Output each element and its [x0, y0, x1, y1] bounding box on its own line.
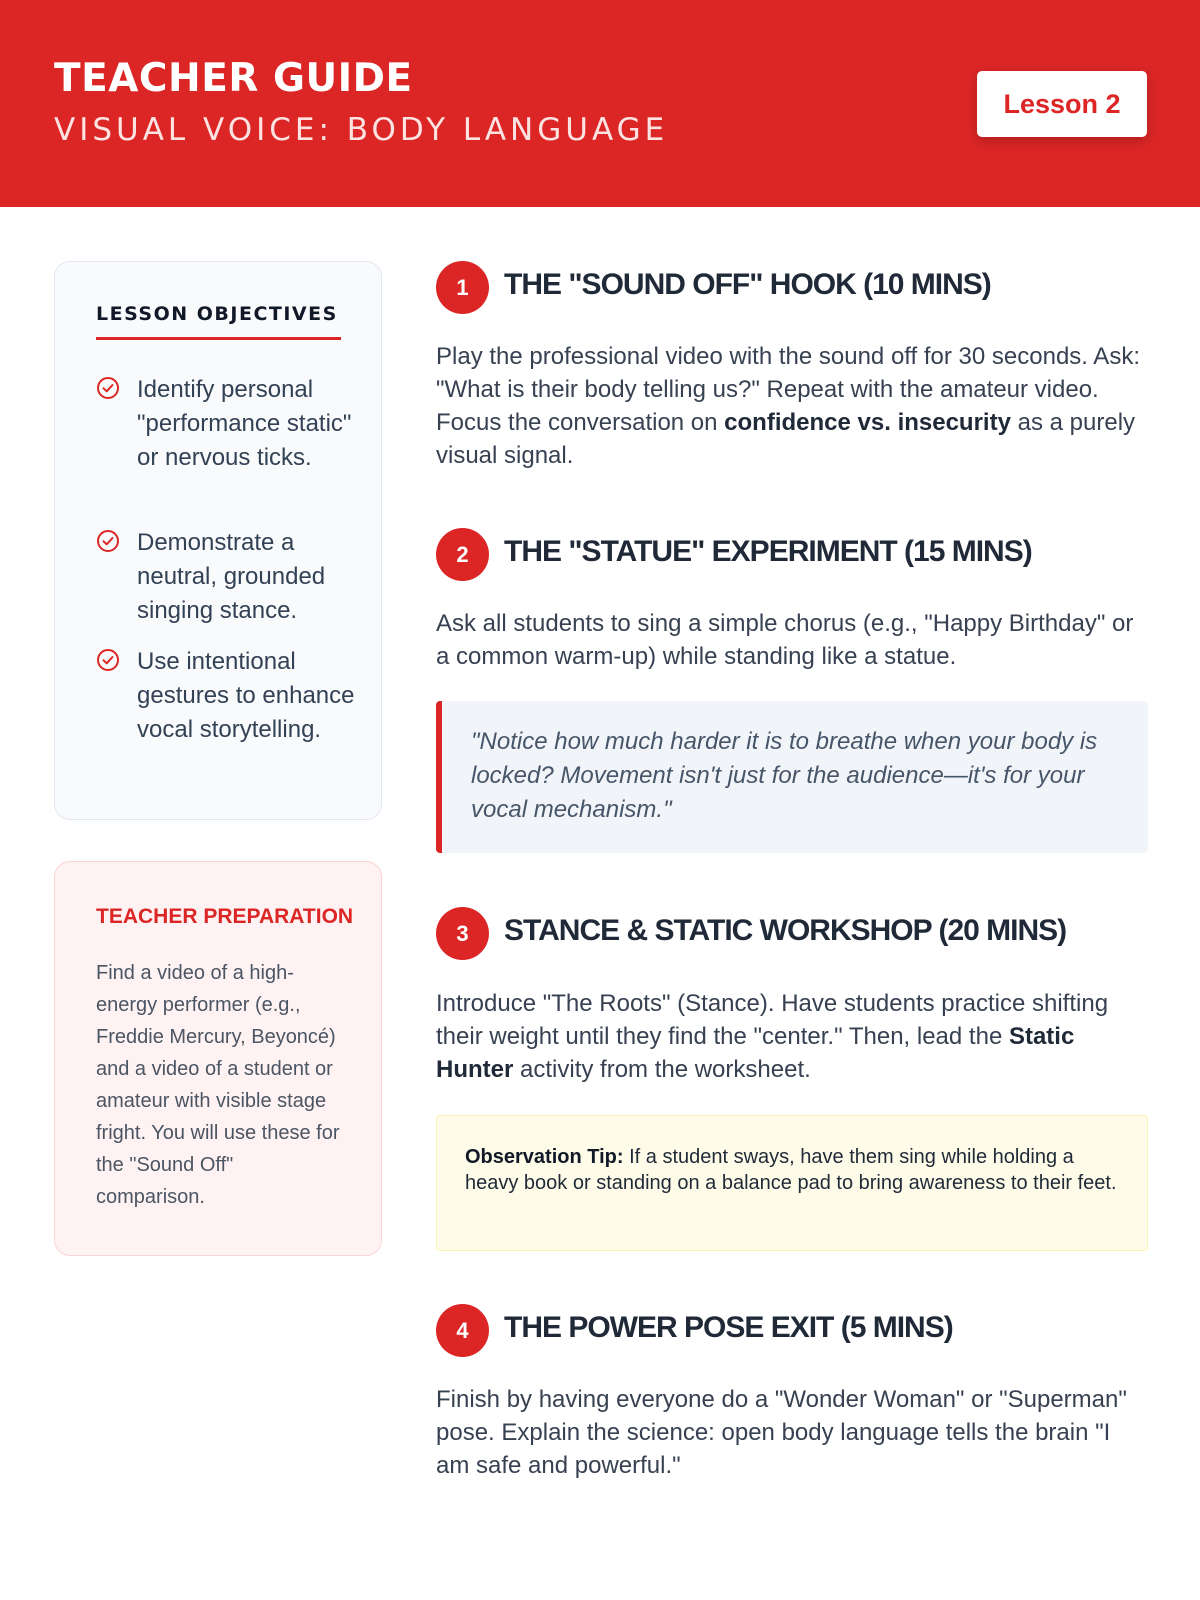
- objective-text: Use intentional gestures to enhance vocal storytelling.: [137, 648, 355, 743]
- objective-item: [96, 526, 356, 628]
- objective-text: Identify personal "performance static" or nervous ticks.: [137, 376, 352, 471]
- step-number-badge: 3: [436, 907, 489, 960]
- page-title: TEACHER GUIDE: [54, 56, 413, 101]
- lesson-badge: Lesson 2: [977, 71, 1147, 137]
- check-circle-icon: [96, 376, 120, 400]
- step-text: Play the professional video with the sound off for 30 seconds. Ask: "What is their body telling us?" Repeat with the amateur video. Focus the conversation on confidence vs. insecurity as a purely visual signal.: [436, 343, 1140, 469]
- preparation-heading: TEACHER PREPARATION: [96, 905, 354, 928]
- tip-text: Observation Tip: If a student sways, have them sing while holding a heavy book or standing on a balance pad to bring awareness to their feet.: [465, 1146, 1117, 1194]
- objectives-card: [54, 261, 382, 820]
- emphasis-text: confidence vs. insecurity: [724, 409, 1011, 436]
- step-title: THE "SOUND OFF" HOOK (10 MINS): [504, 268, 991, 301]
- quote-text: "Notice how much harder it is to breathe when your body is locked? Movement isn't just for the audience—it's for your vocal mechanism.": [471, 728, 1098, 823]
- tip-label: Observation Tip:: [465, 1146, 624, 1168]
- emphasis-text: Static Hunter: [436, 1023, 1075, 1083]
- step-title: THE POWER POSE EXIT (5 MINS): [504, 1311, 953, 1344]
- check-circle-icon: [96, 529, 120, 553]
- objectives-heading: LESSON OBJECTIVES: [96, 303, 341, 340]
- header-banner: [0, 0, 1200, 207]
- check-circle-icon: [96, 648, 120, 672]
- preparation-card: [54, 861, 382, 1256]
- preparation-text: Find a video of a high-energy performer (e.g., Freddie Mercury, Beyoncé) and a video of a student or amateur with visible stage fright. You will use these for the "Sound Off" comparison.: [96, 962, 340, 1208]
- quote-callout: [436, 701, 1148, 853]
- step-title: STANCE & STATIC WORKSHOP (20 MINS): [504, 914, 1067, 947]
- page-subtitle: VISUAL VOICE: BODY LANGUAGE: [54, 112, 669, 148]
- objective-item: [96, 645, 356, 747]
- step-title: THE "STATUE" EXPERIMENT (15 MINS): [504, 535, 1032, 568]
- objective-text: Demonstrate a neutral, grounded singing stance.: [137, 529, 326, 624]
- step-number-badge: 2: [436, 528, 489, 581]
- step-number-badge: 1: [436, 261, 489, 314]
- step-number-badge: 4: [436, 1304, 489, 1357]
- observation-tip-callout: [436, 1115, 1148, 1251]
- step-text: Ask all students to sing a simple chorus (e.g., "Happy Birthday" or a common warm-up) while standing like a statue.: [436, 610, 1134, 670]
- step-text: Introduce "The Roots" (Stance). Have students practice shifting their weight until they find the "center." Then, lead the Static Hunter activity from the worksheet.: [436, 990, 1109, 1083]
- step-text: Finish by having everyone do a "Wonder Woman" or "Superman" pose. Explain the science: open body language tells the brain "I am safe and powerful.": [436, 1386, 1127, 1479]
- objective-item: [96, 373, 356, 475]
